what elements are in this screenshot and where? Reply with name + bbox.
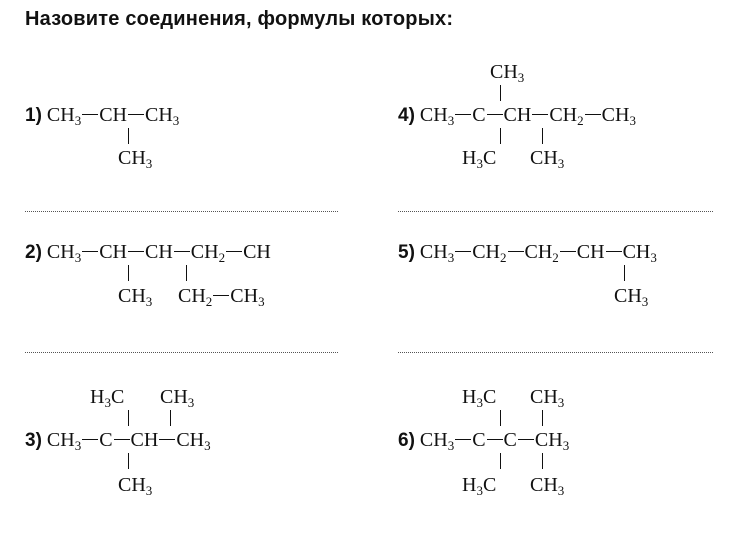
formula-2-bond-1 [128, 265, 129, 281]
formula-6-top-branch-2: $CH_3$ [530, 386, 565, 410]
formula-4-bottom-branch-2: $CH_3$ [530, 147, 565, 171]
formula-3-bond-top-1 [128, 410, 129, 426]
answer-line-2 [25, 352, 338, 353]
answer-line-1 [25, 211, 338, 212]
answer-line-5 [398, 352, 713, 353]
formula-4-bond-bottom-2 [542, 128, 543, 144]
formula-3-bottom-branch: $CH_3$ [118, 474, 153, 498]
formula-3-top-branch-1: $H_3C$ [90, 386, 125, 410]
formula-2-number: 2) [25, 242, 42, 263]
formula-2-bond-2 [186, 265, 187, 281]
formula-1-branch: $CH_3$ [118, 147, 153, 171]
formula-3-number: 3) [25, 430, 42, 451]
formula-3-bond-bottom [128, 453, 129, 469]
formula-4-bottom-branch-1: $H_3C$ [462, 147, 497, 171]
formula-5-branch: $CH_3$ [614, 285, 649, 309]
formula-3-main-chain: 3) $CH_3$ C CH $CH_3$ [25, 429, 211, 453]
formula-1-bond [128, 128, 129, 144]
formula-1-number: 1) [25, 105, 42, 126]
formula-6-bond-bottom-1 [500, 453, 501, 469]
formula-6-bottom-branch-2: $CH_3$ [530, 474, 565, 498]
formula-2-branch-2: $CH_2$ $CH_3$ [178, 285, 265, 309]
formula-4-number: 4) [398, 105, 415, 126]
formula-3-bond-top-2 [170, 410, 171, 426]
formula-5-bond [624, 265, 625, 281]
formula-4-bond-top [500, 85, 501, 101]
formula-5-number: 5) [398, 242, 415, 263]
formula-2-main-chain: 2) $CH_3$ CH CH $CH_2$ CH [25, 241, 271, 265]
formula-1-main-chain: 1) $CH_3$ CH $CH_3$ [25, 104, 180, 128]
formula-6-bond-top-1 [500, 410, 501, 426]
formula-4-top-branch: $CH_3$ [490, 61, 525, 85]
page-title: Назовите соединения, формулы которых: [25, 8, 454, 30]
formula-4-main-chain: 4) $CH_3$ C CH $CH_2$ $CH_3$ [398, 104, 636, 128]
formula-5-main-chain: 5) $CH_3$ $CH_2$ $CH_2$ CH $CH_3$ [398, 241, 657, 265]
formula-3-top-branch-2: $CH_3$ [160, 386, 195, 410]
formula-6-bond-top-2 [542, 410, 543, 426]
formula-6-number: 6) [398, 430, 415, 451]
formula-6-top-branch-1: $H_3C$ [462, 386, 497, 410]
formula-6-bottom-branch-1: $H_3C$ [462, 474, 497, 498]
formula-6-bond-bottom-2 [542, 453, 543, 469]
answer-line-4 [398, 211, 713, 212]
formula-4-bond-bottom-1 [500, 128, 501, 144]
formula-6-main-chain: 6) $CH_3$ C C $CH_3$ [398, 429, 570, 453]
formula-2-branch-1: $CH_3$ [118, 285, 153, 309]
